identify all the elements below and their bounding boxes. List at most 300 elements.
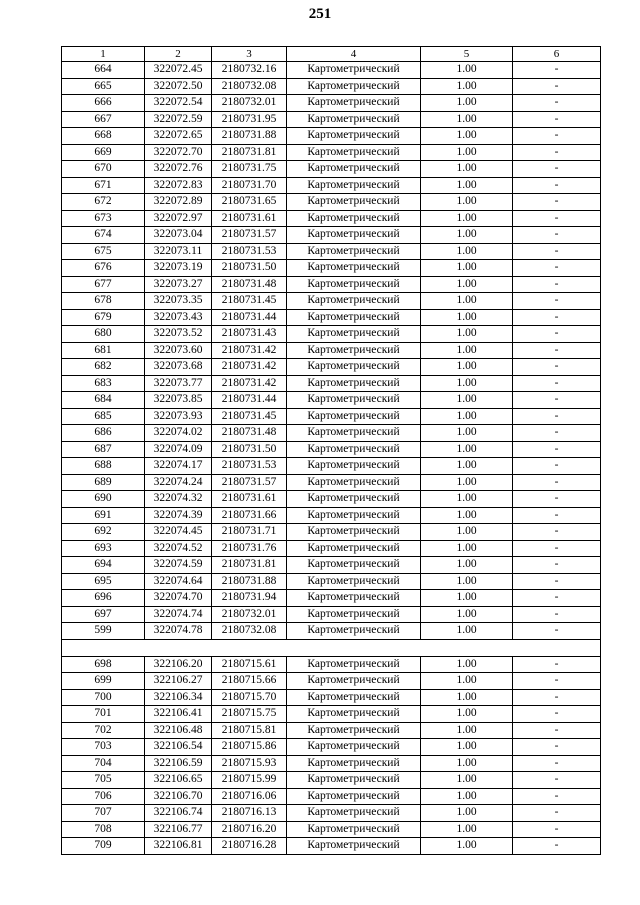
table-cell: 1.00 bbox=[421, 772, 513, 789]
table-cell: 322106.74 bbox=[145, 805, 212, 822]
table-row bbox=[62, 375, 601, 392]
table-row bbox=[62, 656, 601, 673]
table-cell: Картометрический bbox=[287, 706, 421, 723]
table-cell: 1.00 bbox=[421, 458, 513, 475]
table-cell: 2180731.75 bbox=[212, 161, 287, 178]
table-cell: 322074.64 bbox=[145, 573, 212, 590]
table-cell: 322106.59 bbox=[145, 755, 212, 772]
table-row bbox=[62, 392, 601, 409]
table-cell: 2180731.45 bbox=[212, 408, 287, 425]
page-number: 251 bbox=[308, 6, 332, 22]
table-cell: Картометрический bbox=[287, 441, 421, 458]
table-cell: 1.00 bbox=[421, 227, 513, 244]
table-cell: 2180731.57 bbox=[212, 227, 287, 244]
table-cell: 692 bbox=[62, 524, 145, 541]
table-row bbox=[62, 540, 601, 557]
table-cell: 322072.83 bbox=[145, 177, 212, 194]
table-cell: 322072.54 bbox=[145, 95, 212, 112]
table-cell: Картометрический bbox=[287, 673, 421, 690]
table-cell: 322072.70 bbox=[145, 144, 212, 161]
table-cell: - bbox=[513, 309, 601, 326]
table-row bbox=[62, 326, 601, 343]
table-cell: 687 bbox=[62, 441, 145, 458]
table-cell: 2180732.01 bbox=[212, 95, 287, 112]
table-row bbox=[62, 359, 601, 376]
table-cell: 690 bbox=[62, 491, 145, 508]
table-cell: Картометрический bbox=[287, 78, 421, 95]
table-cell: 1.00 bbox=[421, 673, 513, 690]
section-gap-row bbox=[62, 639, 601, 656]
table-cell: - bbox=[513, 62, 601, 79]
table-cell: Картометрический bbox=[287, 293, 421, 310]
table-cell: Картометрический bbox=[287, 359, 421, 376]
table-cell: 1.00 bbox=[421, 491, 513, 508]
table-cell: 322106.27 bbox=[145, 673, 212, 690]
table-row bbox=[62, 210, 601, 227]
table-cell: - bbox=[513, 408, 601, 425]
table-row bbox=[62, 689, 601, 706]
table-row bbox=[62, 128, 601, 145]
table-cell: 684 bbox=[62, 392, 145, 409]
table-cell: 668 bbox=[62, 128, 145, 145]
table-cell: 1.00 bbox=[421, 293, 513, 310]
table-cell: 1.00 bbox=[421, 623, 513, 640]
table-row bbox=[62, 260, 601, 277]
table-cell: 322073.43 bbox=[145, 309, 212, 326]
table-cell: 1.00 bbox=[421, 805, 513, 822]
table-row bbox=[62, 772, 601, 789]
table-cell: - bbox=[513, 441, 601, 458]
table-cell: 706 bbox=[62, 788, 145, 805]
table-cell: Картометрический bbox=[287, 375, 421, 392]
table-cell: 677 bbox=[62, 276, 145, 293]
table-cell: 1.00 bbox=[421, 342, 513, 359]
table-row bbox=[62, 293, 601, 310]
table-cell: - bbox=[513, 194, 601, 211]
table-cell: 2180731.81 bbox=[212, 144, 287, 161]
table-row bbox=[62, 425, 601, 442]
header-cell: 1 bbox=[62, 47, 145, 62]
table-cell: 322074.32 bbox=[145, 491, 212, 508]
table-cell: Картометрический bbox=[287, 177, 421, 194]
table-cell: 674 bbox=[62, 227, 145, 244]
table-cell: Картометрический bbox=[287, 788, 421, 805]
table-cell: Картометрический bbox=[287, 623, 421, 640]
table-cell: 1.00 bbox=[421, 656, 513, 673]
table-row bbox=[62, 227, 601, 244]
section-gap-cell bbox=[62, 639, 601, 656]
table-cell: 1.00 bbox=[421, 326, 513, 343]
table-cell: 2180731.50 bbox=[212, 260, 287, 277]
table-cell: Картометрический bbox=[287, 161, 421, 178]
table-cell: - bbox=[513, 227, 601, 244]
table-cell: 2180732.16 bbox=[212, 62, 287, 79]
table-cell: 322073.93 bbox=[145, 408, 212, 425]
table-cell: Картометрический bbox=[287, 227, 421, 244]
table-cell: - bbox=[513, 772, 601, 789]
table-cell: - bbox=[513, 111, 601, 128]
table-cell: 2180731.70 bbox=[212, 177, 287, 194]
table-cell: 2180731.88 bbox=[212, 128, 287, 145]
table-cell: Картометрический bbox=[287, 210, 421, 227]
table-cell: 696 bbox=[62, 590, 145, 607]
table-cell: 2180731.95 bbox=[212, 111, 287, 128]
table-cell: 1.00 bbox=[421, 590, 513, 607]
table-cell: 1.00 bbox=[421, 177, 513, 194]
table-cell: 2180732.08 bbox=[212, 78, 287, 95]
table-cell: 1.00 bbox=[421, 540, 513, 557]
table-cell: Картометрический bbox=[287, 507, 421, 524]
table-cell: 2180731.76 bbox=[212, 540, 287, 557]
table-cell: 322073.11 bbox=[145, 243, 212, 260]
table-cell: 322073.35 bbox=[145, 293, 212, 310]
table-cell: - bbox=[513, 177, 601, 194]
table-cell: - bbox=[513, 838, 601, 855]
table-cell: 322106.81 bbox=[145, 838, 212, 855]
table-cell: - bbox=[513, 507, 601, 524]
table-cell: 322072.76 bbox=[145, 161, 212, 178]
table-cell: Картометрический bbox=[287, 805, 421, 822]
table-cell: 1.00 bbox=[421, 408, 513, 425]
table-cell: 667 bbox=[62, 111, 145, 128]
table-cell: 1.00 bbox=[421, 788, 513, 805]
table-cell: 599 bbox=[62, 623, 145, 640]
table-cell: Картометрический bbox=[287, 392, 421, 409]
table-cell: - bbox=[513, 260, 601, 277]
table-cell: - bbox=[513, 144, 601, 161]
table-row bbox=[62, 144, 601, 161]
table-cell: - bbox=[513, 293, 601, 310]
table-cell: - bbox=[513, 557, 601, 574]
table-cell: 1.00 bbox=[421, 524, 513, 541]
table-cell: Картометрический bbox=[287, 425, 421, 442]
table-cell: 1.00 bbox=[421, 128, 513, 145]
table-cell: 2180715.70 bbox=[212, 689, 287, 706]
table-row bbox=[62, 755, 601, 772]
table-cell: 2180731.94 bbox=[212, 590, 287, 607]
table-row bbox=[62, 194, 601, 211]
table-cell: 2180731.81 bbox=[212, 557, 287, 574]
header-cell: 6 bbox=[513, 47, 601, 62]
table-cell: 322072.65 bbox=[145, 128, 212, 145]
table-cell: Картометрический bbox=[287, 243, 421, 260]
table-cell: - bbox=[513, 276, 601, 293]
table-cell: 322074.02 bbox=[145, 425, 212, 442]
table-cell: 2180731.71 bbox=[212, 524, 287, 541]
table-cell: 1.00 bbox=[421, 507, 513, 524]
table-cell: Картометрический bbox=[287, 144, 421, 161]
table-cell: 322073.27 bbox=[145, 276, 212, 293]
table-cell: 694 bbox=[62, 557, 145, 574]
table-cell: 700 bbox=[62, 689, 145, 706]
table-cell: 322074.52 bbox=[145, 540, 212, 557]
table-row bbox=[62, 673, 601, 690]
table-cell: 709 bbox=[62, 838, 145, 855]
table-cell: Картометрический bbox=[287, 739, 421, 756]
table-cell: - bbox=[513, 78, 601, 95]
table-cell: 708 bbox=[62, 821, 145, 838]
table-row bbox=[62, 441, 601, 458]
table-cell: Картометрический bbox=[287, 540, 421, 557]
table-row bbox=[62, 821, 601, 838]
table-cell: 322074.78 bbox=[145, 623, 212, 640]
table-cell: 2180731.42 bbox=[212, 375, 287, 392]
table-cell: 322074.39 bbox=[145, 507, 212, 524]
table-cell: 1.00 bbox=[421, 821, 513, 838]
table-row bbox=[62, 276, 601, 293]
table-cell: 2180715.93 bbox=[212, 755, 287, 772]
table-cell: - bbox=[513, 573, 601, 590]
table-cell: - bbox=[513, 128, 601, 145]
table-cell: Картометрический bbox=[287, 557, 421, 574]
table-row bbox=[62, 722, 601, 739]
table-cell: - bbox=[513, 540, 601, 557]
table-cell: Картометрический bbox=[287, 606, 421, 623]
table-cell: 2180731.65 bbox=[212, 194, 287, 211]
table-cell: - bbox=[513, 755, 601, 772]
table-cell: 1.00 bbox=[421, 243, 513, 260]
table-cell: 1.00 bbox=[421, 739, 513, 756]
table-cell: 2180715.86 bbox=[212, 739, 287, 756]
table-cell: 322074.45 bbox=[145, 524, 212, 541]
table-cell: 322072.89 bbox=[145, 194, 212, 211]
table-cell: 1.00 bbox=[421, 425, 513, 442]
table-cell: 664 bbox=[62, 62, 145, 79]
table-cell: 322074.59 bbox=[145, 557, 212, 574]
table-cell: - bbox=[513, 656, 601, 673]
table-cell: 2180716.28 bbox=[212, 838, 287, 855]
table-cell: 689 bbox=[62, 474, 145, 491]
table-cell: 1.00 bbox=[421, 62, 513, 79]
table-cell: 670 bbox=[62, 161, 145, 178]
table-cell: - bbox=[513, 491, 601, 508]
table-cell: - bbox=[513, 243, 601, 260]
table-cell: 685 bbox=[62, 408, 145, 425]
table-cell: 2180731.88 bbox=[212, 573, 287, 590]
table-cell: - bbox=[513, 821, 601, 838]
table-cell: 703 bbox=[62, 739, 145, 756]
table-cell: 2180716.20 bbox=[212, 821, 287, 838]
table-cell: 2180731.44 bbox=[212, 309, 287, 326]
table-cell: 322074.70 bbox=[145, 590, 212, 607]
table-cell: 1.00 bbox=[421, 276, 513, 293]
table-row bbox=[62, 111, 601, 128]
table-cell: - bbox=[513, 739, 601, 756]
table-cell: 322072.45 bbox=[145, 62, 212, 79]
table-cell: 1.00 bbox=[421, 441, 513, 458]
table-cell: 698 bbox=[62, 656, 145, 673]
table-row bbox=[62, 739, 601, 756]
table-row bbox=[62, 623, 601, 640]
table-cell: 672 bbox=[62, 194, 145, 211]
table-cell: 322106.41 bbox=[145, 706, 212, 723]
table-row bbox=[62, 606, 601, 623]
table-cell: 1.00 bbox=[421, 95, 513, 112]
table-cell: 666 bbox=[62, 95, 145, 112]
table-cell: Картометрический bbox=[287, 491, 421, 508]
table-cell: 322072.97 bbox=[145, 210, 212, 227]
table-row bbox=[62, 590, 601, 607]
table-cell: 2180716.13 bbox=[212, 805, 287, 822]
table-cell: 322073.85 bbox=[145, 392, 212, 409]
table-cell: Картометрический bbox=[287, 755, 421, 772]
table-row bbox=[62, 838, 601, 855]
table-cell: 686 bbox=[62, 425, 145, 442]
table-cell: 681 bbox=[62, 342, 145, 359]
table-cell: 2180731.43 bbox=[212, 326, 287, 343]
table-cell: 322106.48 bbox=[145, 722, 212, 739]
table-cell: 671 bbox=[62, 177, 145, 194]
table-cell: 322106.70 bbox=[145, 788, 212, 805]
table-cell: - bbox=[513, 689, 601, 706]
table-cell: 322073.68 bbox=[145, 359, 212, 376]
table-row bbox=[62, 573, 601, 590]
table-row bbox=[62, 805, 601, 822]
header-cell: 4 bbox=[287, 47, 421, 62]
table-cell: Картометрический bbox=[287, 194, 421, 211]
table-cell: Картометрический bbox=[287, 722, 421, 739]
table-cell: 1.00 bbox=[421, 375, 513, 392]
table-cell: 2180731.45 bbox=[212, 293, 287, 310]
table-row bbox=[62, 706, 601, 723]
table-cell: - bbox=[513, 392, 601, 409]
table-cell: 683 bbox=[62, 375, 145, 392]
table-cell: - bbox=[513, 524, 601, 541]
table-cell: - bbox=[513, 210, 601, 227]
table-row bbox=[62, 788, 601, 805]
table-cell: - bbox=[513, 375, 601, 392]
table-cell: Картометрический bbox=[287, 342, 421, 359]
table-cell: 322106.20 bbox=[145, 656, 212, 673]
table-cell: Картометрический bbox=[287, 111, 421, 128]
table-cell: 2180731.57 bbox=[212, 474, 287, 491]
table-cell: 699 bbox=[62, 673, 145, 690]
table-cell: - bbox=[513, 95, 601, 112]
table-cell: Картометрический bbox=[287, 128, 421, 145]
table-cell: 322106.65 bbox=[145, 772, 212, 789]
table-cell: 675 bbox=[62, 243, 145, 260]
table-cell: 665 bbox=[62, 78, 145, 95]
table-cell: 2180731.48 bbox=[212, 276, 287, 293]
table-cell: 2180731.44 bbox=[212, 392, 287, 409]
header-cell: 2 bbox=[145, 47, 212, 62]
table-cell: 701 bbox=[62, 706, 145, 723]
table-cell: - bbox=[513, 788, 601, 805]
table-cell: 707 bbox=[62, 805, 145, 822]
table-cell: 322072.59 bbox=[145, 111, 212, 128]
table-cell: 697 bbox=[62, 606, 145, 623]
table-row bbox=[62, 408, 601, 425]
table-cell: Картометрический bbox=[287, 689, 421, 706]
table-cell: Картометрический bbox=[287, 474, 421, 491]
table-row bbox=[62, 62, 601, 79]
table-cell: 1.00 bbox=[421, 144, 513, 161]
table-cell: 1.00 bbox=[421, 606, 513, 623]
header-cell: 3 bbox=[212, 47, 287, 62]
table-cell: 2180731.61 bbox=[212, 491, 287, 508]
table-cell: 682 bbox=[62, 359, 145, 376]
table-cell: Картометрический bbox=[287, 590, 421, 607]
table-cell: - bbox=[513, 474, 601, 491]
table-cell: - bbox=[513, 326, 601, 343]
table-cell: - bbox=[513, 722, 601, 739]
table-cell: - bbox=[513, 805, 601, 822]
table-cell: 2180731.61 bbox=[212, 210, 287, 227]
table-cell: 322073.77 bbox=[145, 375, 212, 392]
table-cell: 676 bbox=[62, 260, 145, 277]
table-cell: 1.00 bbox=[421, 359, 513, 376]
table-cell: Картометрический bbox=[287, 656, 421, 673]
table-cell: 1.00 bbox=[421, 161, 513, 178]
table-row bbox=[62, 161, 601, 178]
table-cell: 322073.04 bbox=[145, 227, 212, 244]
table-cell: 322073.19 bbox=[145, 260, 212, 277]
table-row bbox=[62, 78, 601, 95]
table-cell: Картометрический bbox=[287, 326, 421, 343]
header-cell: 5 bbox=[421, 47, 513, 62]
table-row bbox=[62, 95, 601, 112]
table-cell: 1.00 bbox=[421, 474, 513, 491]
table-cell: - bbox=[513, 342, 601, 359]
table-cell: Картометрический bbox=[287, 276, 421, 293]
table-row bbox=[62, 474, 601, 491]
table-cell: 688 bbox=[62, 458, 145, 475]
table-cell: - bbox=[513, 458, 601, 475]
table-cell: - bbox=[513, 706, 601, 723]
table-cell: Картометрический bbox=[287, 309, 421, 326]
table-cell: 2180731.53 bbox=[212, 243, 287, 260]
table-row bbox=[62, 491, 601, 508]
table-cell: 1.00 bbox=[421, 755, 513, 772]
table-row bbox=[62, 342, 601, 359]
table-cell: 322074.17 bbox=[145, 458, 212, 475]
table-cell: 1.00 bbox=[421, 309, 513, 326]
table-cell: Картометрический bbox=[287, 838, 421, 855]
table-cell: 1.00 bbox=[421, 111, 513, 128]
table-cell: - bbox=[513, 623, 601, 640]
table-body bbox=[62, 62, 601, 855]
table-cell: 2180732.01 bbox=[212, 606, 287, 623]
table-cell: 322106.34 bbox=[145, 689, 212, 706]
table-cell: 679 bbox=[62, 309, 145, 326]
table-cell: 673 bbox=[62, 210, 145, 227]
table-cell: 322073.52 bbox=[145, 326, 212, 343]
table-cell: 1.00 bbox=[421, 706, 513, 723]
table-cell: 2180731.42 bbox=[212, 342, 287, 359]
table-cell: 678 bbox=[62, 293, 145, 310]
table-cell: 322106.54 bbox=[145, 739, 212, 756]
table-cell: 705 bbox=[62, 772, 145, 789]
table-cell: 1.00 bbox=[421, 689, 513, 706]
table-cell: - bbox=[513, 359, 601, 376]
table-cell: 322074.09 bbox=[145, 441, 212, 458]
table-cell: Картометрический bbox=[287, 524, 421, 541]
table-row bbox=[62, 309, 601, 326]
table-cell: Картометрический bbox=[287, 573, 421, 590]
table-header-row bbox=[62, 47, 601, 62]
table-cell: 2180715.99 bbox=[212, 772, 287, 789]
table-cell: 704 bbox=[62, 755, 145, 772]
table-cell: 2180715.61 bbox=[212, 656, 287, 673]
table-cell: 702 bbox=[62, 722, 145, 739]
table-row bbox=[62, 524, 601, 541]
table-cell: 1.00 bbox=[421, 194, 513, 211]
table-row bbox=[62, 557, 601, 574]
table-cell: Картометрический bbox=[287, 95, 421, 112]
table-cell: 2180715.75 bbox=[212, 706, 287, 723]
table-cell: 695 bbox=[62, 573, 145, 590]
table-cell: 1.00 bbox=[421, 573, 513, 590]
